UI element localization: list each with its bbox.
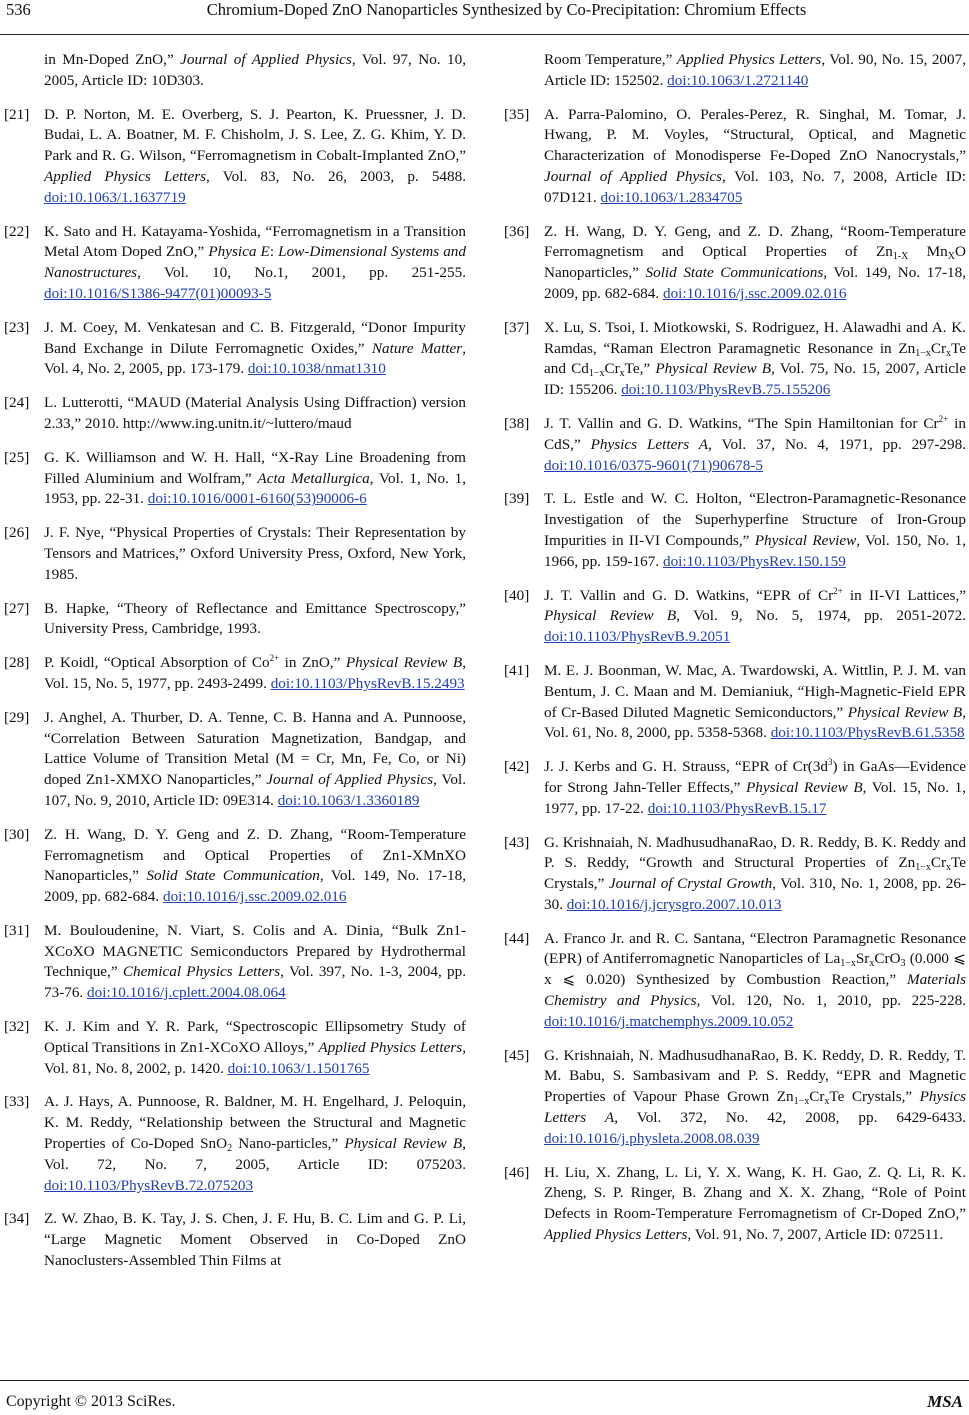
subscript: 1-X (892, 251, 909, 263)
reference-number: [22] (4, 222, 30, 240)
doi-link[interactable]: doi:10.1103/PhysRevB.75.155206 (621, 381, 831, 399)
reference-segment: G. Krishnaiah, N. MadhusudhanaRao, B. K. Reddy, D. R. Reddy, T. M. Babu, S. Sambasivam and P. S. Reddy, “EPR and Magnetic Properties of Vapour Phase Grown Zn (544, 1046, 966, 1106)
reference-segment: , Vol. 103, No. 7, 2008, Article ID: 07D121. (544, 167, 966, 206)
reference-segment: , Vol. 149, No. 17-18, 2009, pp. 682-684. (44, 867, 466, 906)
subscript: 1−x (915, 347, 931, 359)
subscript: 3 (900, 958, 906, 970)
doi-link[interactable]: doi:10.1063/1.2834705 (600, 188, 743, 206)
journal-title: Chemical Physics Letters (122, 963, 281, 981)
reference-text (0, 1092, 466, 1196)
journal-title: Journal of Applied Physics (266, 771, 434, 789)
journal-title: Physical Review B (544, 607, 677, 625)
journal-title: Physical Review B (344, 1135, 463, 1153)
reference-segment: J. F. Nye, “Physical Properties of Crystals: Their Representation by Tensors and Matrices,” Oxford University Press, Oxford, New York, 1985. (44, 524, 466, 583)
reference-segment: P. Koidl, “Optical Absorption of Co (44, 654, 270, 672)
superscript: 2+ (938, 413, 949, 424)
reference-segment: , Vol. 75, No. 15, 2007, Article ID: 155206. (544, 360, 966, 399)
reference-segment: : (269, 243, 279, 261)
reference-segment: D. P. Norton, M. E. Overberg, S. J. Pearton, K. Pruessner, J. D. Budai, L. A. Boatner, M. F. Chisholm, J. S. Lee, Z. G. Khim, Y. D. Park and R. G. Wilson, “Ferromagnetism in Cobalt-Implanted ZnO,” (44, 105, 466, 165)
reference-segment: ) in GaAs—Evidence for Strong Jahn-Teller Effects,” (544, 758, 966, 796)
reference-text (0, 1017, 466, 1079)
reference-segment: , Vol. 90, No. 15, 2007, Article ID: 152502. (544, 51, 966, 89)
reference-segment: , Vol. 15, No. 5, 1977, pp. 2493-2499. (44, 654, 466, 692)
reference-text (502, 833, 966, 916)
reference-segment: O Nanoparticles,” (544, 243, 966, 282)
reference-text (0, 653, 466, 695)
reference-number: [42] (504, 758, 530, 776)
doi-link[interactable]: doi:10.1063/1.2721140 (667, 71, 809, 89)
reference-number: [27] (4, 599, 30, 617)
superscript: 3 (828, 757, 833, 768)
reference-text (502, 489, 966, 572)
reference-column-left (0, 50, 466, 1285)
reference-segment: , Vol. 149, No. 17-18, 2009, pp. 682-684. (544, 264, 966, 302)
superscript: 2+ (833, 585, 843, 596)
reference-segment: in Mn-Doped ZnO,” (44, 51, 181, 68)
reference-number: [29] (4, 708, 30, 726)
page-number: 536 (6, 0, 31, 19)
reference-segment: , Vol. 4, No. 2, 2005, pp. 173-179. (44, 339, 466, 378)
reference-entry (0, 448, 466, 510)
reference-entry (502, 105, 966, 209)
reference-entry (0, 105, 466, 209)
reference-segment: , Vol. 150, No. 1, 1966, pp. 159-167. (544, 531, 966, 570)
journal-title: Applied Physics Letters (44, 167, 207, 185)
reference-number: [38] (504, 414, 530, 432)
reference-text (502, 586, 966, 648)
reference-entry (502, 1163, 966, 1246)
reference-number: [46] (504, 1163, 530, 1181)
reference-number: [25] (4, 448, 30, 466)
reference-text (502, 929, 966, 1033)
reference-segment: J. M. Coey, M. Venkatesan and C. B. Fitzgerald, “Donor Impurity Band Exchange in Dilute Ferromagnetic Oxides,” (44, 318, 466, 357)
reference-segment: , Vol. 310, No. 1, 2008, pp. 26-30. (544, 875, 967, 913)
reference-entry (0, 1092, 466, 1196)
reference-segment: Sr (855, 950, 870, 968)
subscript: X (947, 251, 956, 263)
reference-text (0, 921, 466, 1004)
reference-entry (502, 414, 966, 476)
reference-segment: X. Lu, S. Tsoi, I. Miotkowski, S. Rodriguez, H. Alawadhi and A. K. Ramdas, “Raman Electron Paramagnetic Resonance in Zn (544, 318, 966, 357)
reference-segment: M. Bouloudenine, N. Viart, S. Colis and A. Dinia, “Bulk Zn1-XCoXO MAGNETIC Semiconductors Prepared by Hydrothermal Technique,” (44, 921, 466, 981)
journal-title: Low-Dimensional Systems and Nanostructures (44, 243, 466, 282)
reference-segment: in CdS,” (544, 414, 966, 453)
reference-text (0, 1209, 466, 1271)
reference-text (0, 523, 466, 585)
reference-segment: , Vol. 10, No.1, 2001, pp. 251-255. (137, 264, 466, 282)
reference-segment: A. Parra-Palomino, O. Perales-Perez, R. Singhal, M. Tomar, J. Hwang, P. M. Voyles, “Structural, Optical, and Magnetic Characterization of Monodisperse Fe-Doped ZnO Nanocrystals,” (544, 105, 966, 165)
running-title: Chromium-Doped ZnO Nanoparticles Synthesized by Co-Precipitation: Chromium Effects (206, 0, 807, 19)
reference-text (502, 661, 966, 744)
doi-link[interactable]: doi:10.1103/PhysRevB.9.2051 (544, 628, 731, 646)
reference-segment: K. Sato and H. Katayama-Yoshida, “Ferromagnetism in a Transition Metal Atom Doped ZnO,” (44, 222, 466, 261)
reference-text (0, 318, 466, 380)
reference-number: [32] (4, 1018, 30, 1036)
reference-segment: , Vol. 372, No. 42, 2008, pp. 6429-6433. (614, 1109, 966, 1127)
journal-title: Physical Review B (847, 703, 963, 721)
reference-segment: Z. H. Wang, D. Y. Geng, and Z. D. Zhang, “Room-Temperature Ferromagnetism and Optical Properties of Zn (544, 222, 966, 261)
reference-text (502, 414, 966, 476)
reference-segment: Cr (930, 854, 947, 872)
journal-title: Materials Chemistry and Physics (544, 971, 966, 1010)
journal-title: Physical Review B (345, 654, 463, 672)
reference-segment: J. J. Kerbs and G. H. Strauss, “EPR of Cr(3d (544, 758, 829, 776)
reference-number: [39] (504, 490, 530, 508)
reference-segment: M. E. J. Boonman, W. Mac, A. Twardowski, A. Wittlin, P. J. M. van Bentum, J. C. Maan and M. Demianiuk, “High-Magnetic-Field EPR of Cr-Based Diluted Magnetic Semiconductors,” (544, 661, 966, 721)
reference-segment: G. Krishnaiah, N. MadhusudhanaRao, D. R. Reddy, B. K. Reddy and P. S. Reddy, “Growth and Structural Properties of Zn (544, 833, 966, 872)
reference-segment: Nano-particles,” (232, 1135, 345, 1153)
reference-entry (502, 757, 966, 819)
reference-text (502, 1163, 966, 1246)
doi-link[interactable]: doi:10.1103/PhysRevB.61.5358 (770, 724, 965, 742)
journal-title: Journal of Crystal Growth (608, 875, 773, 893)
reference-segment: Cr (809, 1088, 825, 1106)
doi-link[interactable]: doi:10.1016/S1386-9477(01)00093-5 (44, 284, 272, 302)
journal-abbreviation: MSA (927, 1392, 963, 1411)
reference-text (0, 105, 466, 209)
reference-segment: , Vol. 9, No. 5, 1974, pp. 2051-2072. (676, 607, 966, 625)
page-header (0, 0, 969, 35)
journal-title: Physics Letters A (590, 435, 709, 453)
journal-title: Journal of Applied Physics (544, 167, 723, 185)
reference-entry (502, 586, 966, 648)
reference-number: [35] (504, 105, 530, 123)
reference-number: [40] (504, 586, 530, 604)
journal-title: Journal of Applied Physics (180, 51, 352, 68)
reference-number: [30] (4, 825, 30, 843)
reference-number: [43] (504, 833, 530, 851)
journal-title: Physical Review B (746, 778, 863, 796)
reference-entry (0, 921, 466, 1004)
doi-link[interactable]: doi:10.1103/PhysRev.150.159 (662, 552, 846, 570)
reference-segment: Room Temperature,” (544, 51, 677, 68)
reference-segment: , Vol. 37, No. 4, 1971, pp. 297-298. (708, 435, 966, 453)
reference-segment: Mn (908, 243, 948, 261)
reference-segment: , Vol. 120, No. 1, 2010, pp. 225-228. (696, 992, 966, 1010)
reference-text (0, 448, 466, 510)
journal-title: Applied Physics Letters (544, 1226, 688, 1244)
reference-number: [45] (504, 1046, 530, 1064)
doi-link[interactable]: doi:10.1063/1.1501765 (227, 1059, 370, 1077)
reference-segment: Cr (604, 360, 620, 378)
reference-segment: Z. W. Zhao, B. K. Tay, J. S. Chen, J. F. Hu, B. C. Lim and G. P. Li, “Large Magnetic Moment Observed in Co-Doped ZnO Nanoclusters-Assembled Thin Films at (44, 1210, 466, 1270)
reference-text (0, 393, 466, 435)
reference-number: [28] (4, 654, 30, 672)
reference-segment: , Vol. 81, No. 8, 2002, p. 1420. (44, 1038, 466, 1077)
reference-entry (502, 489, 966, 572)
reference-segment: , Vol. 97, No. 10, 2005, Article ID: 10D303. (44, 51, 467, 89)
reference-number: [21] (4, 105, 30, 123)
doi-link[interactable]: doi:10.1016/j.matchemphys.2009.10.052 (544, 1012, 794, 1030)
reference-segment: CrO (874, 950, 901, 968)
reference-text (502, 318, 966, 401)
doi-link[interactable]: doi:10.1103/PhysRevB.72.075203 (44, 1176, 254, 1194)
reference-number: [44] (504, 929, 530, 947)
reference-entry (0, 523, 466, 585)
subscript: 2 (227, 1143, 233, 1155)
doi-link[interactable]: doi:10.1103/PhysRevB.15.17 (647, 799, 827, 817)
reference-segment: Te Crystals,” (544, 854, 966, 893)
doi-link[interactable]: doi:10.1063/1.3360189 (277, 791, 420, 809)
journal-title: Physica E (208, 243, 270, 261)
reference-segment: J. Anghel, A. Thurber, D. A. Tenne, C. B. Hanna and A. Punnoose, “Correlation Between Saturation Magnetization, Bandgap, and Lattice Volume of Transition Metal (M = Cr, Mn, Fe, Co, or Ni) doped Zn1-XMXO Nanoparticles,” (44, 708, 466, 789)
reference-segment: , Vol. 397, No. 1-3, 2004, pp. 73-76. (44, 963, 466, 1002)
reference-entry (0, 1209, 466, 1271)
journal-title: Applied Physics Letters (676, 51, 822, 68)
journal-title: Acta Metallurgica (257, 469, 370, 487)
reference-segment: Cr (930, 339, 947, 357)
reference-entry (0, 318, 466, 380)
subscript: 1−x (840, 958, 856, 970)
reference-entry (502, 661, 966, 744)
journal-title: Physical Review (754, 531, 857, 549)
reference-segment: Te,” (624, 360, 656, 378)
doi-link[interactable]: doi:10.1063/1.1637719 (44, 188, 186, 206)
reference-number: [34] (4, 1210, 30, 1228)
reference-entry (0, 599, 466, 641)
reference-entry (0, 653, 466, 695)
reference-segment: G. K. Williamson and W. H. Hall, “X-Ray Line Broadening from Filled Aluminium and Wolfram,” (44, 448, 466, 487)
reference-number: [31] (4, 921, 30, 939)
reference-segment: B. Hapke, “Theory of Reflectance and Emittance Spectroscopy,” University Press, Cambridge, 1993. (44, 599, 466, 638)
reference-text (502, 222, 966, 305)
reference-number: [36] (504, 222, 530, 240)
reference-segment: J. T. Vallin and G. D. Watkins, “The Spin Hamiltonian for Cr (544, 414, 939, 432)
subscript: 1−x (915, 862, 931, 874)
journal-title: Nature Matter (371, 339, 463, 357)
subscript: x (869, 958, 875, 970)
reference-column-right (502, 50, 966, 1259)
doi-link[interactable]: doi:10.1038/nmat1310 (247, 360, 386, 378)
reference-text (502, 105, 966, 209)
reference-entry (502, 929, 966, 1033)
reference-entry (0, 222, 466, 305)
subscript: 1−x (588, 368, 605, 380)
reference-number: [33] (4, 1093, 30, 1111)
reference-number: [24] (4, 394, 30, 412)
reference-segment: , Vol. 15, No. 1, 1977, pp. 17-22. (544, 778, 966, 817)
reference-segment: K. J. Kim and Y. R. Park, “Spectroscopic Ellipsometry Study of Optical Transitions in Zn1-XCoXO Alloys,” (44, 1018, 466, 1056)
reference-segment: A. J. Hays, A. Punnoose, R. Baldner, M. H. Engelhard, J. Peloquin, K. M. Reddy, “Relationship between the Structural and Magnetic Properties of Co-Doped SnO (44, 1093, 466, 1153)
reference-segment: H. Liu, X. Zhang, L. Li, Y. X. Wang, K. H. Gao, Z. Q. Li, R. K. Zheng, S. P. Ringer, B. Zhang and X. X. Zhang, “Role of Point Defects in Room-Temperature Ferromagnetism of Cr-Doped ZnO,” (544, 1163, 966, 1223)
reference-segment: A. Franco Jr. and R. C. Santana, “Electron Paramagnetic Resonance (EPR) of Antiferromagnetic Nanoparticles of La (544, 929, 966, 968)
reference-segment: , Vol. 61, No. 8, 2000, pp. 5358-5368. (544, 703, 966, 742)
reference-entry (502, 222, 966, 305)
reference-segment: Z. H. Wang, D. Y. Geng and Z. D. Zhang, “Room-Temperature Ferromagnetism and Optical Properties of Zn1-XMnXO Nanoparticles,” (44, 825, 466, 885)
reference-segment: Te and Cd (544, 339, 966, 378)
reference-number: [37] (504, 318, 530, 336)
reference-entry (502, 1046, 966, 1150)
reference-segment: (0.000 ⩽ x ⩽ 0.020) Synthesized by Combustion Reaction,” (544, 950, 966, 989)
reference-segment: in II-VI Lattices,” (842, 586, 966, 604)
reference-entry (502, 50, 966, 92)
reference-segment: Te Crystals,” (829, 1088, 920, 1106)
reference-text (0, 50, 466, 92)
reference-entry (0, 50, 466, 92)
reference-text (502, 757, 966, 819)
journal-title: Solid State Communication (146, 867, 320, 885)
reference-segment: , Vol. 91, No. 7, 2007, Article ID: 072511. (687, 1226, 944, 1244)
reference-entry (0, 1017, 466, 1079)
reference-text (0, 599, 466, 641)
reference-text (0, 708, 466, 812)
reference-segment: , Vol. 83, No. 26, 2003, p. 5488. (206, 167, 467, 185)
subscript: 1−x (793, 1096, 810, 1108)
reference-entry (0, 825, 466, 908)
journal-title: Applied Physics Letters (318, 1038, 463, 1056)
reference-number: [41] (504, 661, 530, 679)
reference-text (0, 222, 466, 305)
reference-entry (502, 318, 966, 401)
reference-entry (502, 833, 966, 916)
reference-entry (0, 393, 466, 435)
reference-text (0, 825, 466, 908)
doi-link[interactable]: doi:10.1016/0001-6160(53)90006-6 (147, 490, 367, 508)
page-footer (0, 1380, 969, 1415)
journal-title: Physics Letters A (544, 1088, 966, 1127)
subscript: x (946, 347, 952, 359)
doi-link[interactable]: doi:10.1016/j.physleta.2008.08.039 (544, 1129, 760, 1147)
reference-number: [26] (4, 524, 30, 542)
doi-link[interactable]: doi:10.1016/j.cplett.2004.08.064 (87, 984, 286, 1002)
reference-entry (0, 708, 466, 812)
reference-number: [23] (4, 318, 30, 336)
reference-segment: J. T. Vallin and G. D. Watkins, “EPR of Cr (544, 586, 834, 604)
reference-segment: T. L. Estle and W. C. Holton, “Electron-Paramagnetic-Resonance Investigation of the Superhyperfine Structure of Iron-Group Impurities in II-VI Compounds,” (544, 490, 966, 549)
copyright-notice: Copyright © 2013 SciRes. (6, 1393, 176, 1410)
doi-link[interactable]: doi:10.1016/0375-9601(71)90678-5 (544, 456, 763, 474)
reference-segment: , Vol. 72, No. 7, 2005, Article ID: 075203. (44, 1135, 466, 1173)
subscript: x (946, 862, 952, 874)
reference-segment: , Vol. 1, No. 1, 1953, pp. 22-31. (44, 469, 466, 508)
doi-link[interactable]: doi:10.1016/j.jcrysgro.2007.10.013 (566, 895, 782, 913)
journal-title: Physical Review B (655, 360, 772, 378)
superscript: 2+ (269, 653, 280, 664)
reference-text (502, 50, 966, 92)
reference-text (502, 1046, 966, 1150)
journal-title: Solid State Communications (645, 264, 824, 282)
subscript: x (619, 368, 625, 380)
reference-segment: L. Lutterotti, “MAUD (Material Analysis Using Diffraction) version 2.33,” 2010. http://www.ing.unitn.it/~luttero/maud (44, 394, 466, 432)
doi-link[interactable]: doi:10.1103/PhysRevB.15.2493 (270, 674, 465, 692)
reference-segment: , Vol. 107, No. 9, 2010, Article ID: 09E314. (44, 771, 466, 809)
doi-link[interactable]: doi:10.1016/j.ssc.2009.02.016 (162, 888, 347, 906)
reference-segment: in ZnO,” (279, 654, 346, 672)
subscript: x (824, 1096, 830, 1108)
doi-link[interactable]: doi:10.1016/j.ssc.2009.02.016 (662, 284, 847, 302)
